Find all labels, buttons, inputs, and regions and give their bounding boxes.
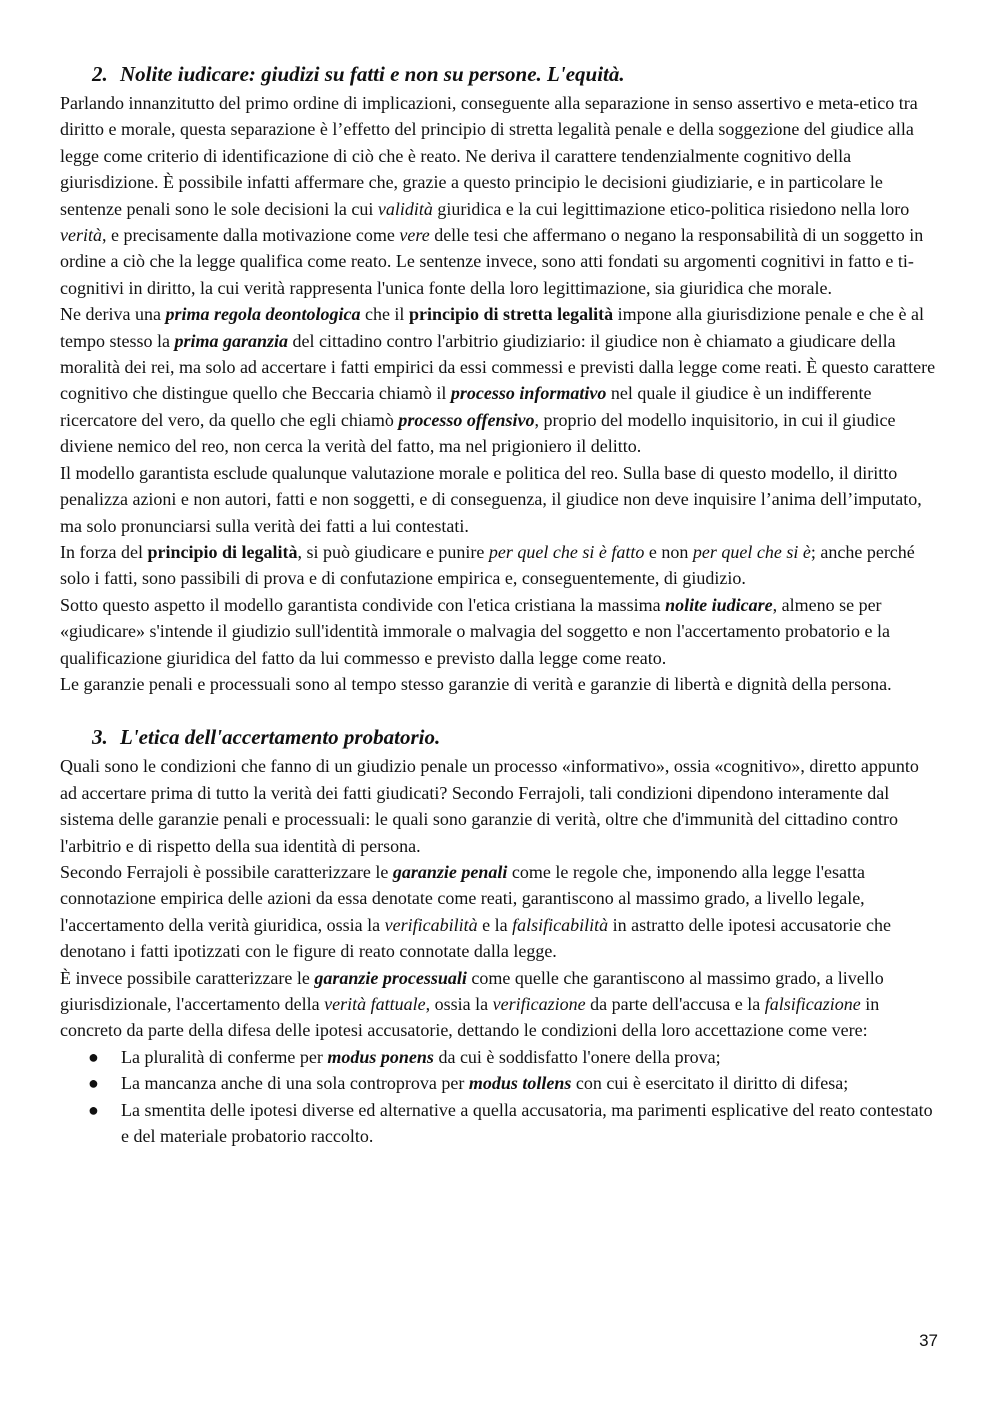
- bullet-list: [60, 1044, 940, 1150]
- list-item-text: La mancanza anche di una sola controprova per modus tollens con cui è esercitato il diritto di difesa;: [121, 1073, 849, 1094]
- italic-text: falsificazione: [764, 994, 861, 1014]
- section-3-heading: [92, 723, 940, 751]
- section-title: Nolite iudicare: giudizi su fatti e non su persone. L'equità.: [120, 62, 625, 86]
- list-item-text: La pluralità di conferme per modus ponens da cui è soddisfatto l'onere della prova;: [121, 1046, 721, 1067]
- list-item: [60, 1070, 940, 1096]
- bold-italic-text: prima garanzia: [174, 330, 289, 351]
- bold-italic-text: nolite iudicare: [665, 594, 773, 615]
- bullet-icon: ●: [88, 1099, 99, 1120]
- paragraph: Ne deriva una prima regola deontologica che il principio di stretta legalità impone alla giurisdizione penale e che è al tempo stesso la prima garanzia del cittadino contro l'arbitrio giudiziario: il giudice non è chiamato a giudicare della moralità dei rei, ma solo ad accertare i fatti empirici da essi commessi e previsti dalla legge come reati. È questo carattere cognitivo che distingue quello che Beccaria chiamò il processo informativo nel quale il giudice è un indifferente ricercatore del vero, da quello che egli chiamò processo offensivo, proprio del modello inquisitorio, in cui il giudice diviene nemico del reo, non cerca la verità del fatto, ma nel prigioniero il delitto.: [60, 304, 936, 457]
- section-title: L'etica dell'accertamento probatorio.: [120, 725, 441, 750]
- bold-italic-text: processo informativo: [450, 383, 607, 404]
- section-2-heading: [92, 60, 940, 88]
- bullet-icon: ●: [88, 1046, 99, 1067]
- paragraph: Sotto questo aspetto il modello garantista condivide con l'etica cristiana la massima nolite iudicare, almeno se per «giudicare» s'intende il giudizio sull'identità immorale o malvagia del soggetto e non l'accertamento probatorio e la qualificazione giuridica del fatto da lui commesso e previsto dalla legge come reato.: [60, 594, 890, 668]
- paragraph: Le garanzie penali e processuali sono al tempo stesso garanzie di verità e garanzie di libertà e dignità della persona.: [60, 673, 892, 694]
- page-number: 37: [919, 1331, 938, 1350]
- list-item-text: La smentita delle ipotesi diverse ed alternative a quella accusatoria, ma parimenti esplicative del reato contestato e del materiale probatorio raccolto.: [121, 1099, 933, 1147]
- bold-italic-text: processo offensivo: [398, 409, 535, 430]
- list-item: [60, 1044, 940, 1070]
- bold-italic-text: prima regola deontologica: [165, 304, 361, 325]
- italic-text: per quel che si è: [692, 541, 811, 562]
- bullet-icon: ●: [88, 1073, 99, 1094]
- paragraph: In forza del principio di legalità, si può giudicare e punire per quel che si è fatto e non per quel che si è; anche perché solo i fatti, sono passibili di prova e di confutazione empirica e, conseguentemente, di giudizio.: [60, 541, 915, 589]
- paragraph: Quali sono le condizioni che fanno di un giudizio penale un processo «informativo», ossia «cognitivo», diretto appunto ad accertare prima di tutto la verità dei fatti giudicati? Secondo Ferrajoli, tali condizioni dipendono interamente dal sistema delle garanzie penali e processuali: le quali sono garanzie di verità, oltre che d'immunità del cittadino contro l'arbitrio e di rispetto della sua identità di persona.: [60, 756, 919, 856]
- bold-italic-text: modus tollens: [468, 1073, 572, 1094]
- italic-text: verità fattuale: [324, 994, 426, 1014]
- paragraph: Parlando innanzitutto del primo ordine di implicazioni, conseguente alla separazione in senso assertivo e meta-etico tra diritto e morale, questa separazione è l’effetto del principio di stretta legalità penale e della soggezione del giudice alla legge come criterio di identificazione di ciò che è reato. Ne deriva il carattere tendenzialmente cognitivo della giurisdizione. È possibile infatti affermare che, grazie a questo principio le decisioni giudiziarie, e in particolare le sentenze penali sono le sole decisioni la cui validità giuridica e la cui legittimazione etico-politica risiedono nella loro verità, e precisamente dalla motivazione come vere delle tesi che affermano o negano la responsabilità di un soggetto in ordine a ciò che la legge qualifica come reato. Le sentenze invece, sono atti fondati su argomenti cognitivi in fatto e ti-cognitivi in diritto, la cui verità rappresenta l'unica fonte della loro legittimazione, sia giuridica che morale.: [60, 93, 924, 298]
- section-number: 2.: [92, 62, 108, 86]
- paragraph: Il modello garantista esclude qualunque valutazione morale e politica del reo. Sulla base di questo modello, il diritto penalizza azioni e non autori, fatti e non soggetti, e di conseguenza, il giudice non deve inquisire l’anima dell’imputato, ma solo pronunciarsi sulla verità dei fatti a lui contestati.: [60, 462, 922, 536]
- italic-text: validità: [377, 198, 433, 219]
- bold-italic-text: garanzie penali: [392, 861, 508, 882]
- paragraph: Secondo Ferrajoli è possibile caratterizzare le garanzie penali come le regole che, imponendo alla legge l'esatta connotazione empirica delle azioni da essa denotate come reati, garantiscono al massimo grado, a livello legale, l'accertamento della verità giuridica, ossia la verificabilità e la falsificabilità in astratto delle ipotesi accusatorie che denotano i fatti ipotizzati con le figure di reato connotate dalla legge.: [60, 861, 891, 962]
- section-number: 3.: [92, 725, 108, 750]
- bold-text: principio di stretta legalità: [408, 304, 614, 325]
- italic-text: verificazione: [492, 994, 586, 1014]
- italic-text: vere: [399, 225, 430, 246]
- list-item: [60, 1097, 940, 1150]
- bold-italic-text: garanzie processuali: [314, 967, 467, 988]
- paragraph: È invece possibile caratterizzare le garanzie processuali come quelle che garantiscono al massimo grado, a livello giurisdizionale, l'accertamento della verità fattuale, ossia la verificazione da parte dell'accusa e la falsificazione in concreto da parte della difesa delle ipotesi accusatorie, dettando le condizioni della loro accettazione come vere:: [60, 967, 884, 1041]
- bold-italic-text: modus ponens: [327, 1046, 434, 1067]
- italic-text: falsificabilità: [512, 914, 609, 935]
- italic-text: verità: [60, 225, 102, 246]
- italic-text: verificabilità: [384, 914, 478, 935]
- document-page: [60, 60, 940, 1149]
- italic-text: per quel che si è fatto: [488, 541, 645, 562]
- bold-text: principio di legalità: [147, 541, 298, 562]
